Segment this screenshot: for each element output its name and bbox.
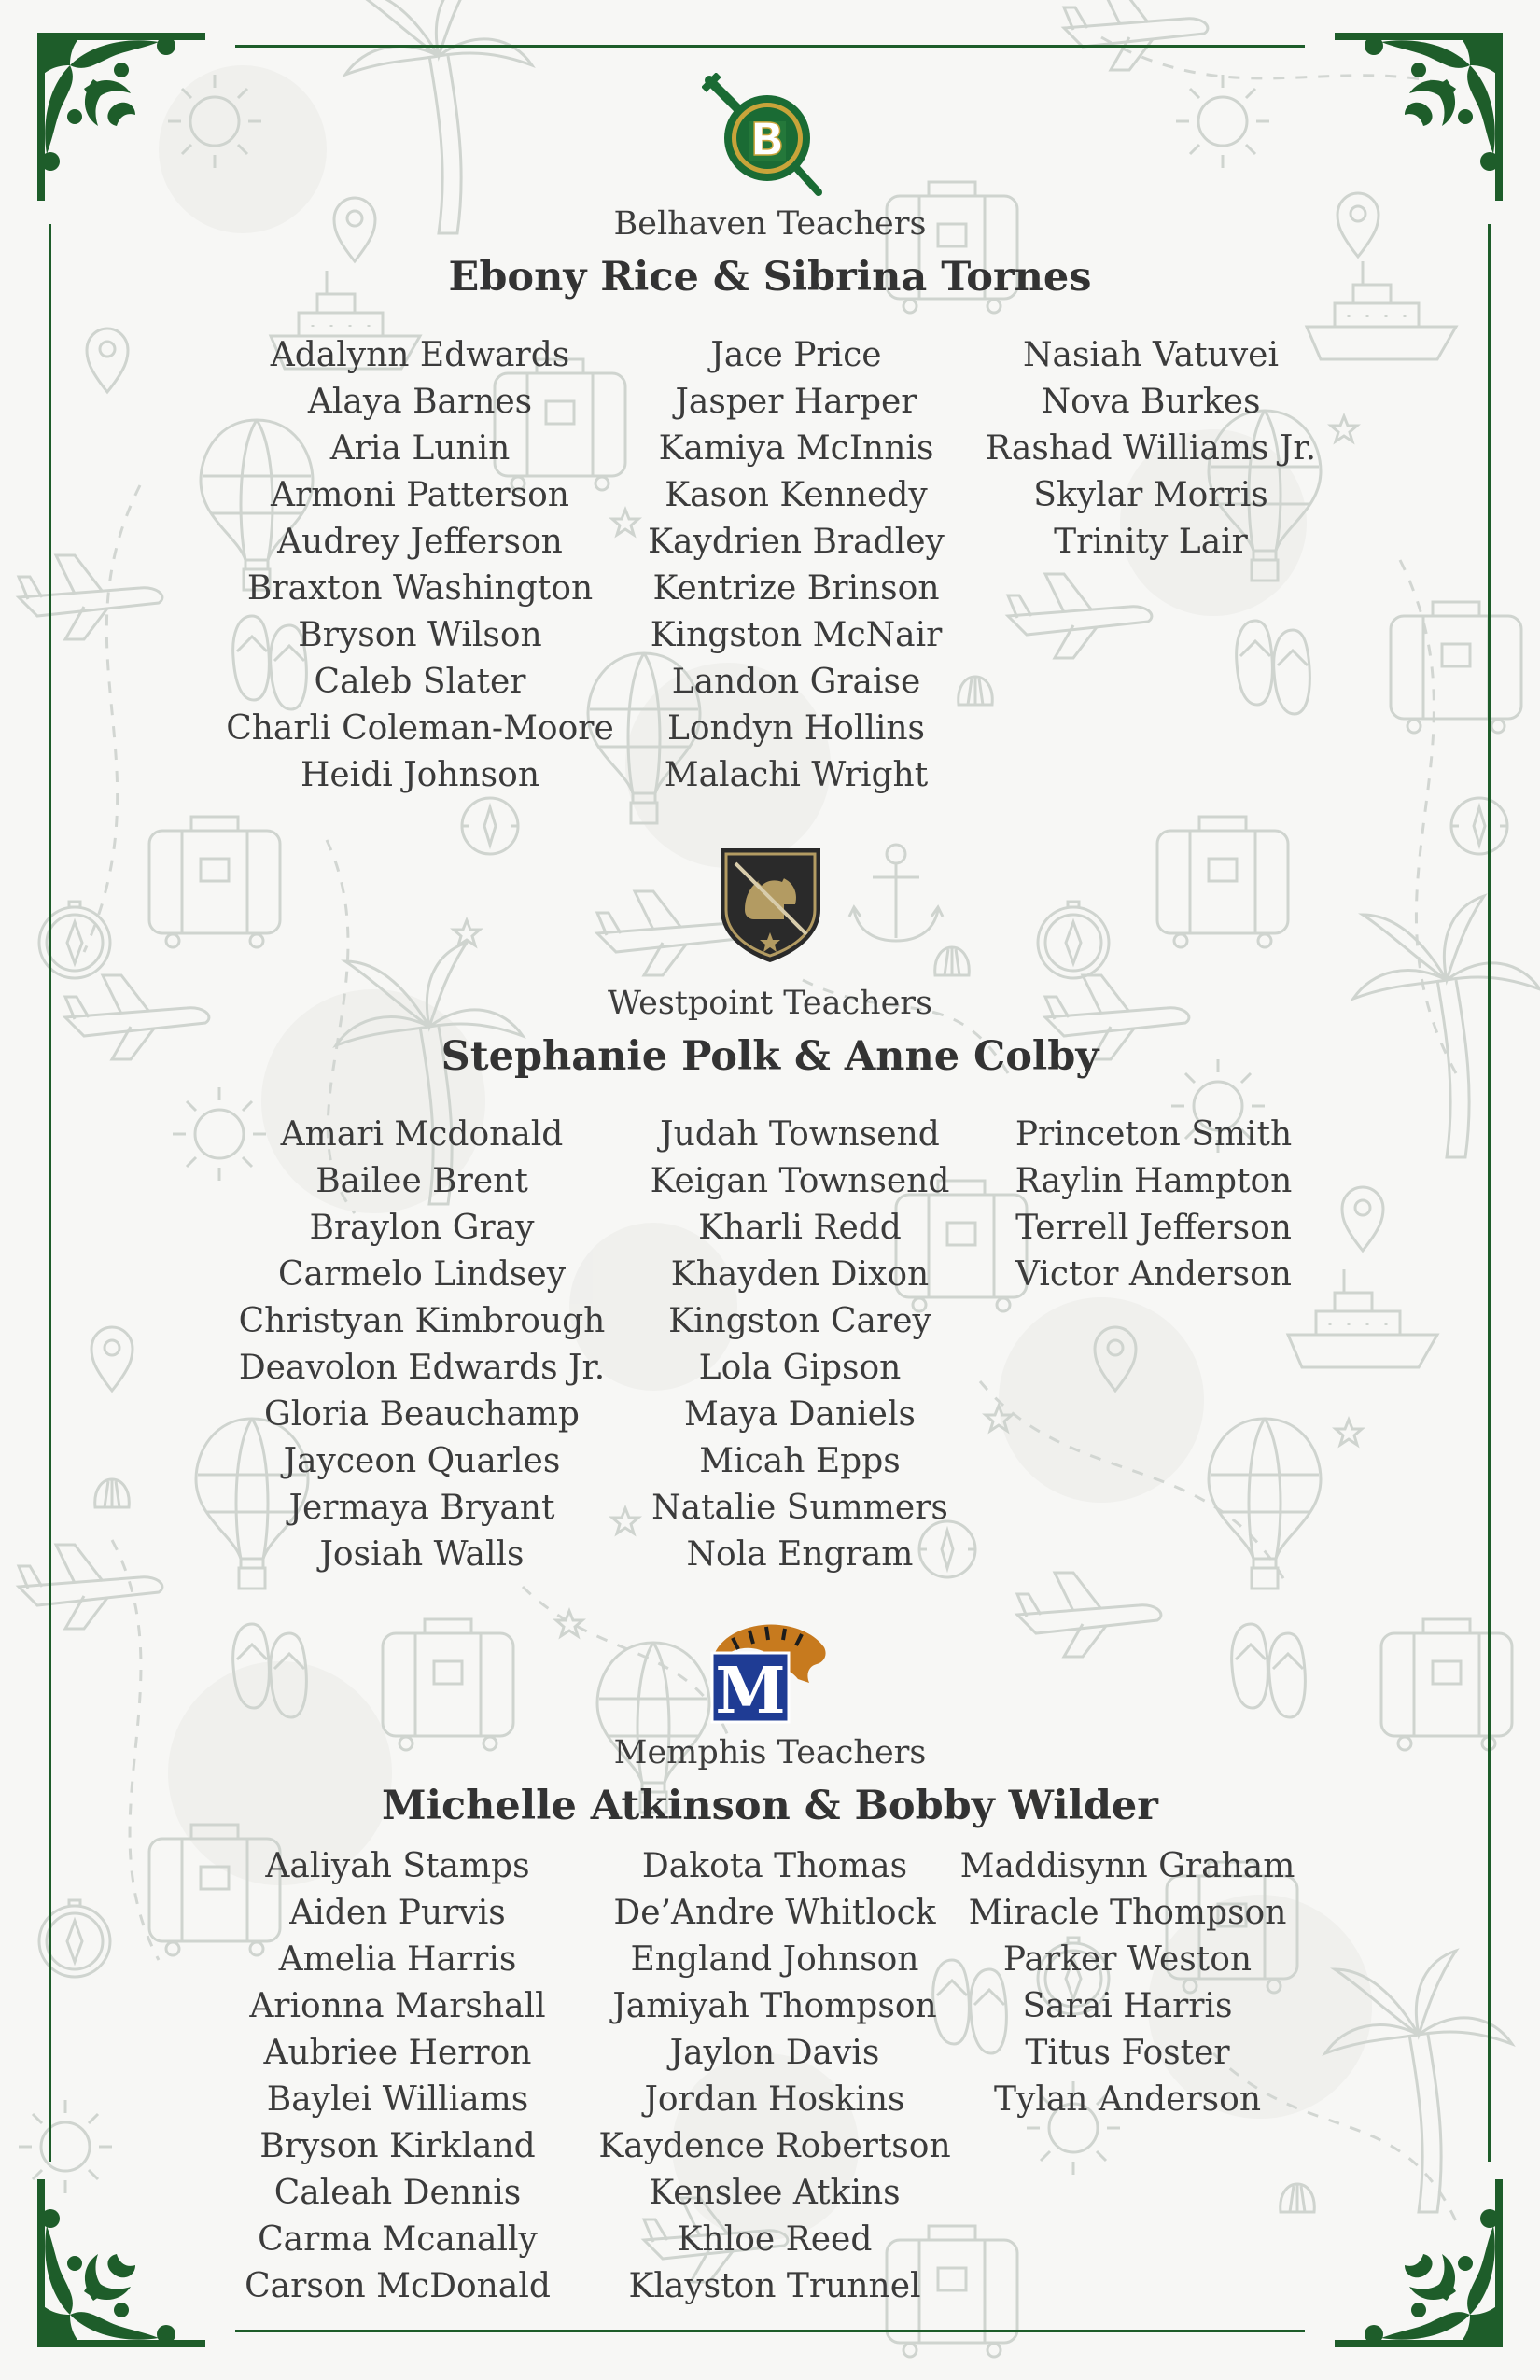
student-name: Caleah Dennis [273,2174,522,2212]
student-name: Nola Engram [686,1535,914,1574]
student-name: Rashad Williams Jr. [985,429,1317,468]
student-name: Audrey Jefferson [277,523,563,561]
student-name: Terrell Jefferson [1015,1209,1292,1247]
student-name: Arionna Marshall [249,1987,546,2025]
westpoint-label: Westpoint Teachers [607,985,933,1022]
student-name: Aaliyah Stamps [265,1847,530,1885]
student-name: Charli Coleman-Moore [226,709,614,748]
student-name: Kason Kennedy [665,476,928,514]
corner-ornament-bottom-right [1325,2170,1512,2357]
student-name: Jayceon Quarles [283,1442,561,1480]
student-name: Carma Mcanally [258,2220,538,2259]
student-name: Trinity Lair [1054,523,1248,561]
memphis-teachers: Michelle Atkinson & Bobby Wilder [382,1783,1158,1829]
student-name: Skylar Morris [1033,476,1268,514]
student-name: Jace Price [710,336,882,374]
student-name: Kaydence Robertson [598,2127,951,2165]
student-name: Raylin Hampton [1015,1162,1293,1200]
student-name: Khayden Dixon [670,1255,930,1294]
student-name: Londyn Hollins [666,709,926,748]
student-name: Maya Daniels [684,1395,916,1434]
student-name: Armoni Patterson [270,476,569,514]
student-name: Lola Gipson [698,1349,902,1387]
student-name: Kharli Redd [698,1209,902,1247]
frame-top-line [235,45,1305,48]
student-name: Jasper Harper [675,383,917,421]
student-name: Bailee Brent [315,1162,528,1200]
student-name: Amelia Harris [278,1940,517,1979]
student-name: Micah Epps [699,1442,901,1480]
student-name: Aubriee Herron [263,2034,532,2072]
student-name: Gloria Beauchamp [264,1395,580,1434]
student-name: Heidi Johnson [300,756,540,794]
student-name: Natalie Summers [651,1489,948,1527]
student-name: Miracle Thompson [968,1894,1287,1932]
student-name: Khloe Reed [677,2220,873,2259]
student-name: Titus Foster [1025,2034,1230,2072]
student-name: Christyan Kimbrough [238,1302,606,1340]
frame-bottom-line [235,2330,1305,2332]
belhaven-column-3 [927,332,1375,566]
student-name: Keigan Townsend [650,1162,950,1200]
student-name: Jermaya Bryant [288,1489,555,1527]
student-name: Parker Weston [1002,1940,1253,1979]
student-name: Kaydrien Bradley [648,523,945,561]
memphis-column-3 [903,1843,1351,2123]
student-name: Nasiah Vatuvei [1022,336,1279,374]
frame-left-line [49,224,51,2162]
student-name: Aiden Purvis [289,1894,506,1932]
student-name: Judah Townsend [660,1115,940,1154]
memphis-label: Memphis Teachers [613,1734,927,1771]
student-name: Kentrize Brinson [652,569,940,608]
student-name: Josiah Walls [319,1535,525,1574]
belhaven-label: Belhaven Teachers [613,205,927,243]
frame-right-line [1488,224,1491,2162]
student-name: De’Andre Whitlock [613,1894,936,1932]
student-name: Klayston Trunnel [628,2267,921,2305]
student-name: Kenslee Atkins [649,2174,901,2212]
belhaven-teachers: Ebony Rice & Sibrina Tornes [448,254,1092,301]
student-name: Jaylon Davis [669,2034,880,2072]
student-name: Caleb Slater [314,663,526,701]
corner-ornament-top-right [1325,23,1512,210]
westpoint-logo [717,845,824,964]
student-name: Kamiya McInnis [658,429,934,468]
student-name: Adalynn Edwards [270,336,570,374]
student-name: Braylon Gray [309,1209,535,1247]
student-name: Kingston McNair [650,616,943,654]
belhaven-logo [702,73,828,199]
student-name: Landon Graise [671,663,921,701]
westpoint-teachers: Stephanie Polk & Anne Colby [441,1033,1099,1080]
student-name: Bryson Wilson [298,616,542,654]
student-name: Baylei Williams [266,2080,529,2119]
student-name: Victor Anderson [1015,1255,1292,1294]
student-name: Tylan Anderson [993,2080,1262,2119]
student-name: Braxton Washington [246,569,594,608]
student-name: Bryson Kirkland [259,2127,536,2165]
student-name: Princeton Smith [1015,1115,1293,1154]
student-name: Alaya Barnes [307,383,533,421]
student-name: Jordan Hoskins [644,2080,905,2119]
student-name: Sarai Harris [1022,1987,1233,2025]
student-name: Aria Lunin [329,429,511,468]
student-name: Carmelo Lindsey [277,1255,567,1294]
student-name: Dakota Thomas [641,1847,908,1885]
student-name: Deavolon Edwards Jr. [238,1349,606,1387]
memphis-logo [705,1617,835,1725]
student-name: Amari Mcdonald [280,1115,564,1154]
student-name: Carson McDonald [245,2267,551,2305]
student-name: Nova Burkes [1041,383,1261,421]
corner-ornament-top-left [28,23,215,210]
student-name: England Johnson [630,1940,919,1979]
memphis-logo-letter: M [715,1654,786,1725]
westpoint-column-3 [930,1112,1378,1298]
student-name: Jamiyah Thompson [612,1987,937,2025]
student-name: Malachi Wright [664,756,929,794]
belhaven-logo-letter: B [749,114,785,166]
student-name: Maddisynn Graham [959,1847,1295,1885]
student-name: Kingston Carey [668,1302,931,1340]
